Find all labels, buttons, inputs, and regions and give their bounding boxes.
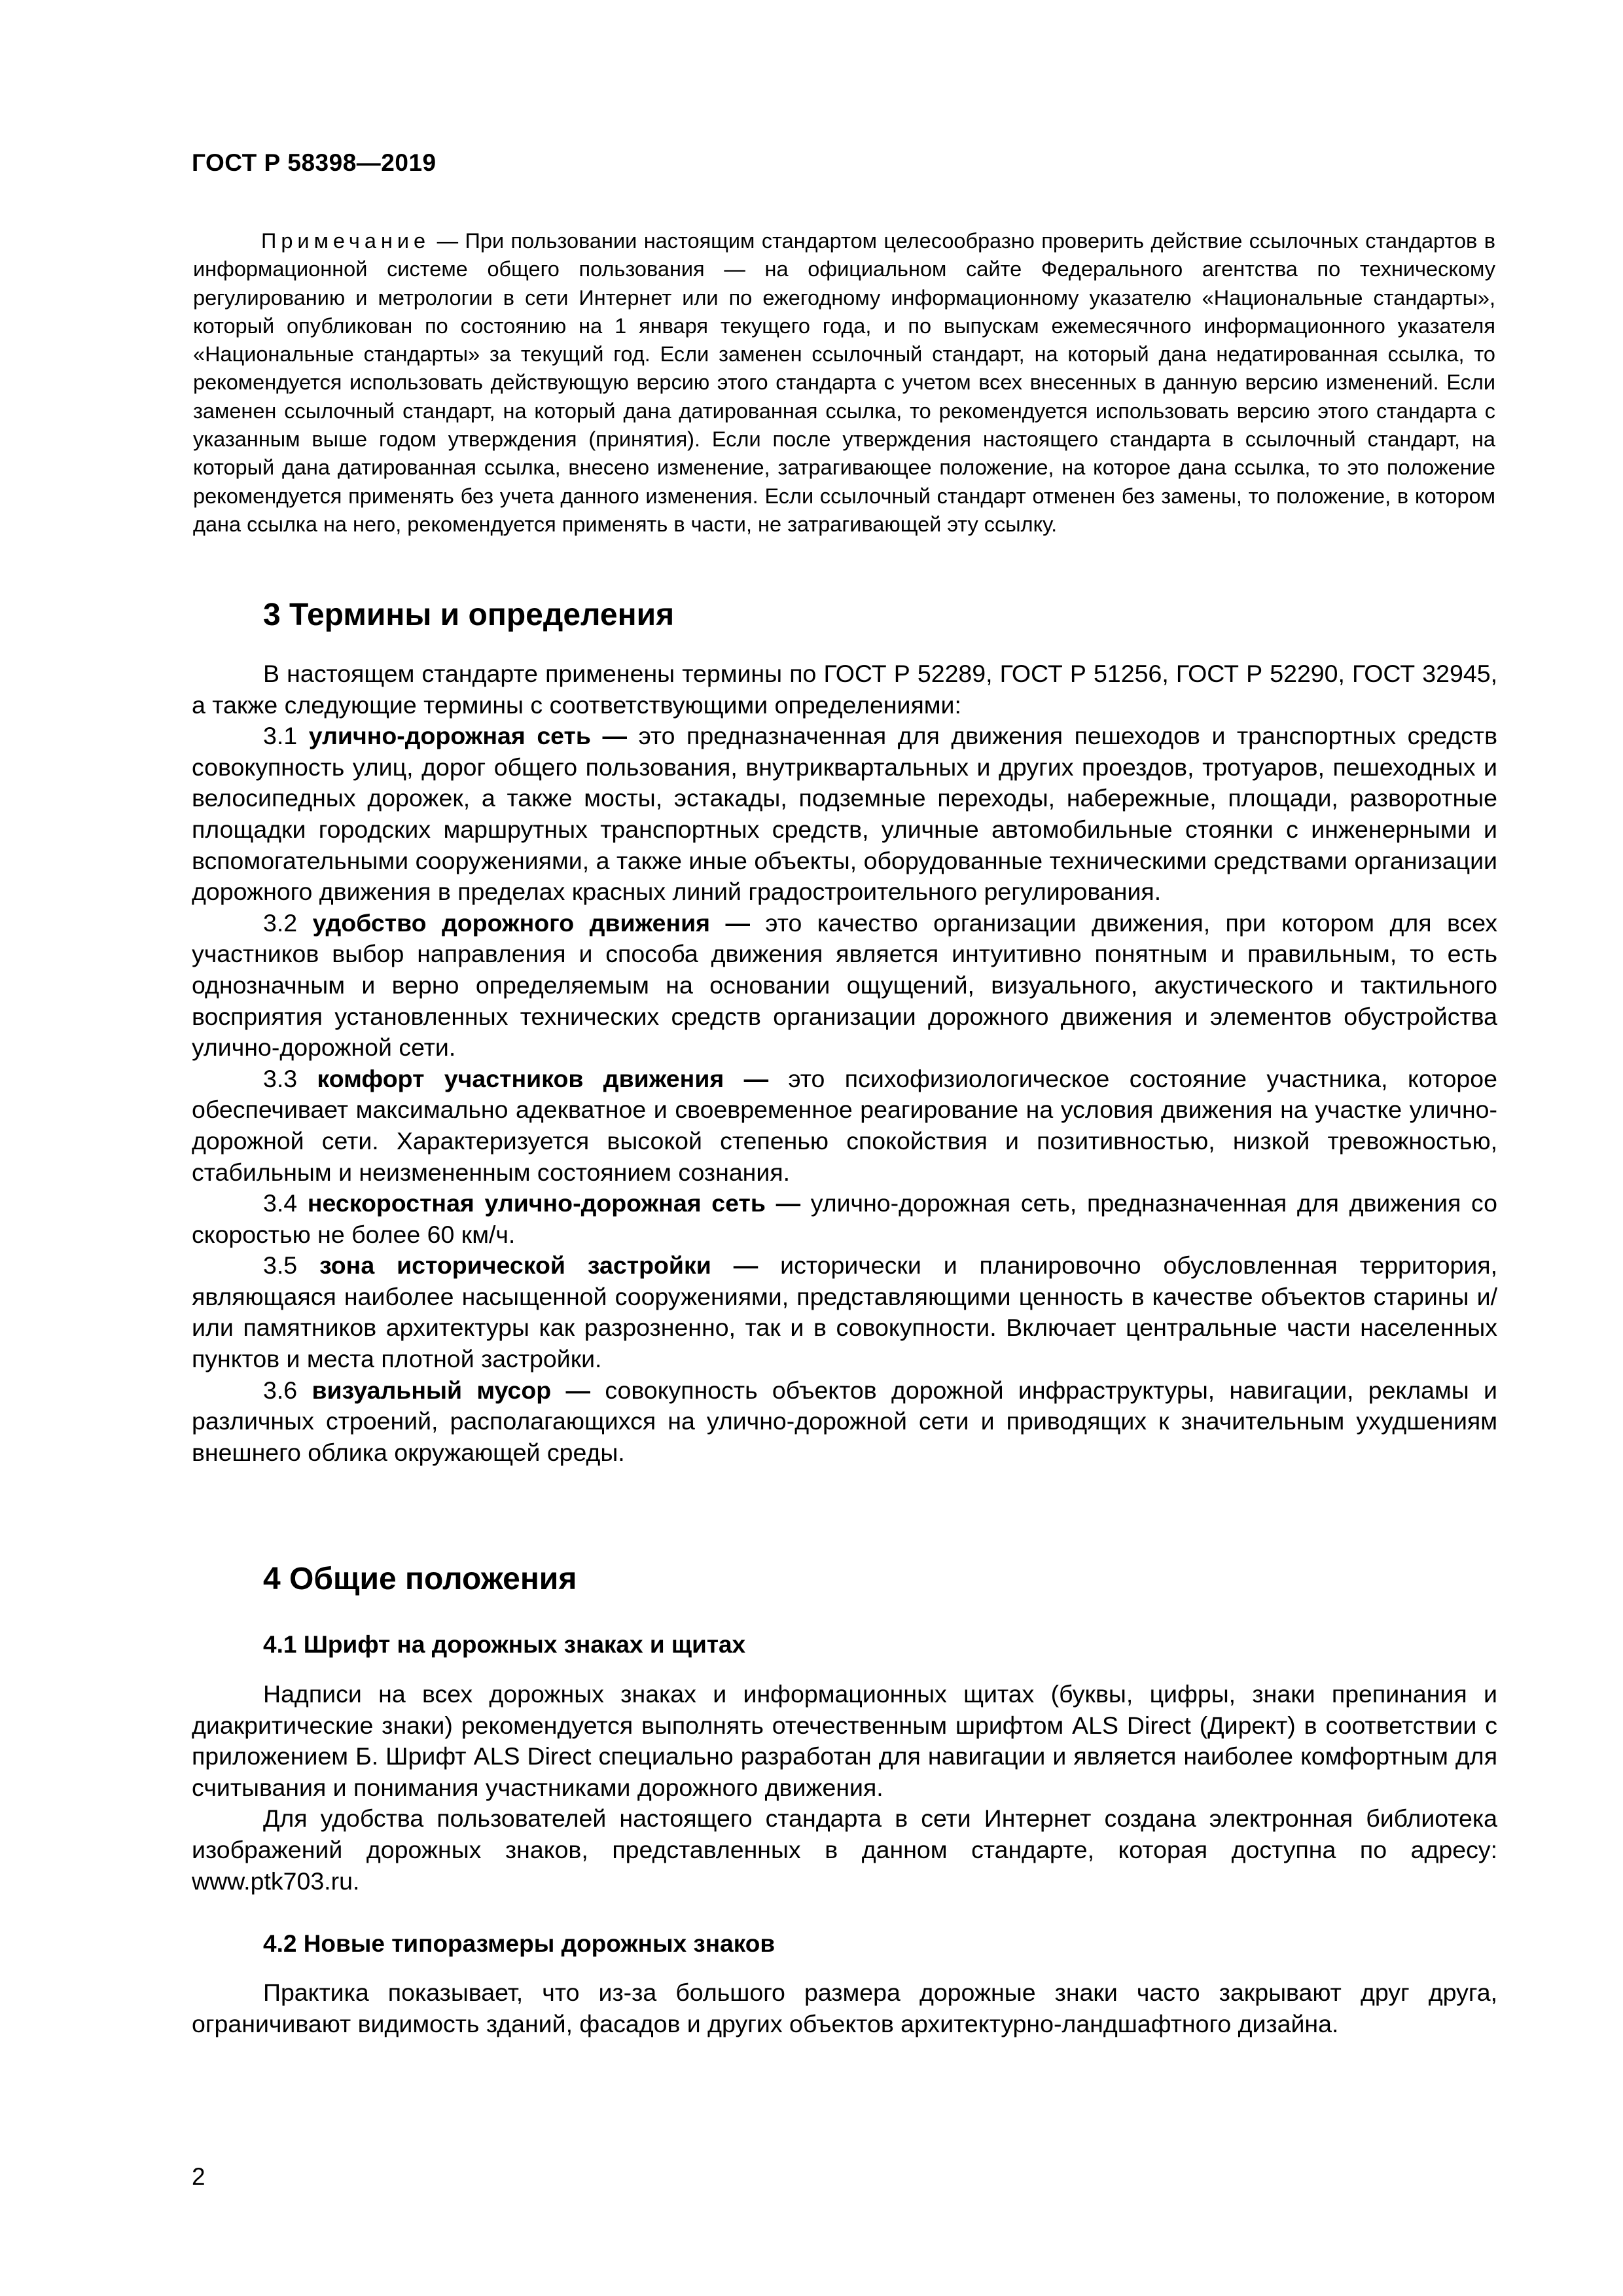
- term-definition: это качество организации движения, при котором для всех участников выбор направления и способа движения является интуитивно понятным и правильным, то есть однозначным и верно определяемым на основании ощущений, визуального, акустического и тактильного восприятия установленных технических средств организации дорожного движения и элементов обустройства улично-дорожной сети.: [192, 908, 1497, 1062]
- subsection-4-2-title: 4.2 Новые типоразмеры дорожных знаков: [263, 1930, 776, 1957]
- term-3-2: [192, 908, 1497, 1064]
- term-definition: совокупность объектов дорожной инфраструктуры, навигации, рекламы и различных строений, располагающихся на улично-дорожной сети и приводящих к значительным ухудшениям внешнего облика окружающей среды.: [192, 1376, 1497, 1466]
- term-name: комфорт участников движения —: [317, 1064, 769, 1092]
- term-3-5: [192, 1250, 1497, 1374]
- term-definition: исторически и планировочно обусловленная территория, являющаяся наиболее насыщенной сооружениями, представляющими ценность в качестве объектов старины и/или памятников архитектуры как разрозненно, так и в совокупности. Включает центральные части населенных пунктов и места плотной застройки.: [192, 1251, 1497, 1373]
- note-text: — При пользовании настоящим стандартом целесообразно проверить действие ссылочных стандартов в информационной системе общего пользования — на официальном сайте Федерального агентства по техническому регулированию и метрологии в сети Интернет или по ежегодному информационному указателю «Национальные стандарты», который опубликован по состоянию на 1 января текущего года, и по выпускам ежемесячного информационного указателя «Национальные стандарты» за текущий год. Если заменен ссылочный стандарт, на который дана недатированная ссылка, то рекомендуется использовать действующую версию этого стандарта с учетом всех внесенных в данную версию изменений. Если заменен ссылочный стандарт, на который дана датированная ссылка, то рекомендуется использовать версию этого стандарта с указанным выше годом утверждения (принятия). Если после утверждения настоящего стандарта в ссылочный стандарт, на который дана датированная ссылка, внесено изменение, затрагивающее положение, на которое дана ссылка, то это положение рекомендуется применять без учета данного изменения. Если ссылочный стандарт отменен без замены, то положение, в котором дана ссылка на него, рекомендуется применять в части, не затрагивающей эту ссылку.: [193, 229, 1495, 536]
- term-number: 3.5: [263, 1251, 320, 1280]
- term-name: нескоростная улично-дорожная сеть —: [307, 1189, 801, 1217]
- subsection-4-1-title: 4.1 Шрифт на дорожных знаках и щитах: [263, 1631, 746, 1658]
- page-number: 2: [192, 2163, 205, 2190]
- term-3-3: [192, 1064, 1497, 1188]
- subsection-4-2-body: [192, 1977, 1497, 2039]
- paragraph: Надписи на всех дорожных знаках и информационных щитах (буквы, цифры, знаки препинания и диакритические знаки) рекомендуется выполнять отечественным шрифтом ALS Direct (Директ) в соответствии с приложением Б. Шрифт ALS Direct специально разработан для навигации и является наиболее комфортным для считывания и понимания участниками дорожного движения.: [192, 1680, 1497, 1801]
- section-4-title: 4 Общие положения: [263, 1562, 577, 1596]
- term-definition: это предназначенная для движения пешеходов и транспортных средств совокупность улиц, дорог общего пользования, внутриквартальных и других проездов, тротуаров, пешеходных и велосипедных дорожек, а также мосты, эстакады, подземные переходы, набережные, площади, разворотные площадки городских маршрутных транспортных средств, уличные автомобильные стоянки с инженерными и вспомогательными сооружениями, а также иные объекты, оборудованные техническими средствами организации дорожного движения в пределах красных линий градостроительного регулирования.: [192, 722, 1497, 906]
- paragraph: Практика показывает, что из-за большого размера дорожные знаки часто закрывают друг друга, ограничивают видимость зданий, фасадов и других объектов архитектурно-ландшафтного дизайна.: [192, 1979, 1497, 2037]
- term-definition: это психофизиологическое состояние участника, которое обеспечивает максимально адекватное и своевременное реагирование на условия движения на участке улично-дорожной сети. Характеризуется высокой степенью спокойствия и позитивностью, низкой тревожностью, стабильным и неизмененным состоянием сознания.: [192, 1064, 1497, 1186]
- section-3-intro: В настоящем стандарте применены термины по ГОСТ Р 52289, ГОСТ Р 51256, ГОСТ Р 52290, ГОСТ 32945, а также следующие термины с соответствующими определениями:: [192, 660, 1497, 719]
- term-name: зона исторической застройки —: [319, 1251, 758, 1280]
- section-3-body: [192, 658, 1497, 1468]
- term-number: 3.3: [263, 1064, 317, 1092]
- note-label: Примечание: [261, 229, 431, 253]
- term-name: удобство дорожного движения —: [312, 908, 750, 937]
- term-3-1: [192, 721, 1497, 908]
- term-number: 3.6: [263, 1376, 312, 1404]
- subsection-4-1-body: [192, 1679, 1497, 1897]
- document-header: ГОСТ Р 58398—2019: [192, 149, 437, 176]
- term-3-4: [192, 1188, 1497, 1250]
- term-definition: улично-дорожная сеть, предназначенная для движения со скоростью не более 60 км/ч.: [192, 1189, 1497, 1248]
- section-3-title: 3 Термины и определения: [263, 598, 675, 632]
- term-number: 3.1: [263, 722, 309, 750]
- term-3-6: [192, 1375, 1497, 1469]
- term-number: 3.2: [263, 908, 313, 937]
- paragraph: Для удобства пользователей настоящего стандарта в сети Интернет создана электронная библиотека изображений дорожных знаков, представленных в данном стандарте, которая доступна по адресу: www.ptk703.ru.: [192, 1804, 1497, 1895]
- term-number: 3.4: [263, 1189, 308, 1217]
- term-name: визуальный мусор —: [312, 1376, 591, 1404]
- reference-note: [193, 227, 1495, 539]
- term-name: улично-дорожная сеть —: [308, 722, 628, 750]
